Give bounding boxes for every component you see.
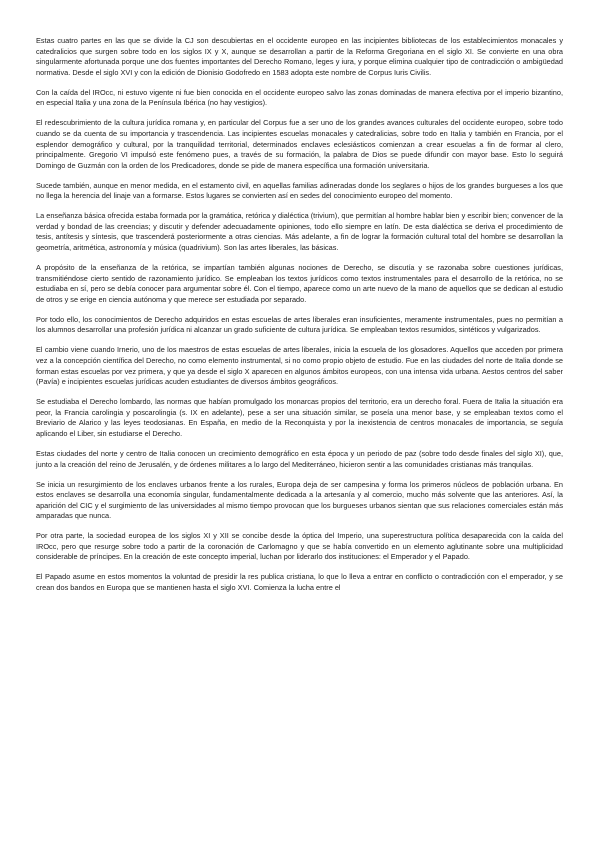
- paragraph-3: El redescubrimiento de la cultura jurídica romana y, en particular del Corpus fue a ser uno de los grandes avances culturales del occidente europeo, sobre todo cuando se da cuenta de su importancia y trascendencia. Las incipientes escuelas monacales y catedralicias, sobre todo en Italia y también en Francia, por el esplendor demográfico y cultural, por la tranquilidad territorial, determinados enclaves eclesiásticos comienzan a crear escuelas a fin de formar al clero, principalmente. Gregorio VI impulsó este fenómeno pues, a través de su formación, la palabra de Dios se puede difundir con mayor base. Esto lo seguirá Domingo de Guzmán con la orden de los Predicadores, donde se pide de manera específica una formación universitaria.: [36, 118, 563, 170]
- paragraph-12: Por otra parte, la sociedad europea de los siglos XI y XII se concibe desde la óptica del Imperio, una superestructura política desaparecida con la caída del IROcc, pero que resurge sobre todo a partir de la coronación de Carlomagno y que se había convertido en un elemento aglutinante sobre una multiplicidad considerable de príncipes. En la creación de este concepto imperial, luchan por liderarlo dos instituciones: el Emperador y el Papado.: [36, 531, 563, 562]
- paragraph-11: Se inicia un resurgimiento de los enclaves urbanos frente a los rurales, Europa deja de ser campesina y forma los primeros núcleos de población urbana. En estos enclaves se desarrolla una economía singular, fundamentalmente dedicada a la artesanía y al comercio, mucho más solvente que las anteriores. Así, la aparición del CIC y el surgimiento de las universidades al mismo tiempo provocan que los burgueses urbanos sientan que sus relaciones comerciales están más amparadas que nunca.: [36, 479, 563, 521]
- paragraph-8: El cambio viene cuando Irnerio, uno de los maestros de estas escuelas de artes liberales, inicia la escuela de los glosadores. Aquellos que acceden por primera vez a la concepción científica del Derecho, no como elemento instrumental, si no como propio objeto de estudio. Fue en las ciudades del norte de Italia donde se forman estas escuelas por vez primera, y que ya desde el siglo X aparecen en algunos ámbitos europeos, con una intensa vida urbana. Aestos centros del saber (Pavía) e incipientes escuelas jurídicas acuden estudiantes de diversos ámbitos geográficos.: [36, 345, 563, 387]
- paragraph-1: Estas cuatro partes en las que se divide la CJ son descubiertas en el occidente europeo en las incipientes bibliotecas de los establecimientos monacales y catedralicios que surgen sobre todo en los siglos IX y X, aunque se desarrollan a partir de la Reforma Gregoriana en el siglo XI. Se convierte en una obra singularmente afortunada porque une dos fuentes importantes del Derecho Romano, leges y iura, y porque elimina cualquier tipo de contradicción o ambigüedad normativa. Desde el siglo XVI y con la edición de Dionisio Godofredo en 1583 adopta este nombre de Corpus Iuris Civilis.: [36, 36, 563, 77]
- paragraph-9: Se estudiaba el Derecho lombardo, las normas que habían promulgado los monarcas propios del territorio, era un derecho foral. Fuera de Italia la situación era peor, la Francia carolingia y poscarolingia (s. IX en adelante), pese a ser una situación similar, se poseía una menor base, y se empleaban textos como el Breviario de Alarico y las leyes teodosianas. En España, en medio de la Reconquista y por la inexistencia de centros monacales de importancia, se seguía aplicando el Liber, sin estudiarse el Derecho.: [36, 397, 563, 438]
- paragraph-13: El Papado asume en estos momentos la voluntad de presidir la res publica cristiana, lo que lo lleva a entrar en conflicto o contradicción con el emperador, y se crean dos bandos en Europa que se mantienen hasta el siglo XVI. Comienza la lucha entre el: [36, 572, 563, 593]
- paragraph-6: A propósito de la enseñanza de la retórica, se impartían también algunas nociones de Derecho, se discutía y se razonaba sobre cuestiones jurídicas, transmitiéndose cierto sentido de razonamiento jurídico. Se empleaban los textos jurídicos como textos instrumentales para el desarrollo de la retórica, no se estudiaba en sí, pero se debía conocer para argumentar sobre él. Con el tiempo, aparece como un arte nuevo de la mano de aquellos que se dedican al estudio de otros y se erige en ciencia autónoma y que merece ser estudiada por separado.: [36, 263, 563, 304]
- paragraph-2: Con la caída del IROcc, ni estuvo vigente ni fue bien conocida en el occidente europeo salvo las zonas dominadas de manera efectiva por el imperio bizantino, en especial Italia y una zona de la Península Ibérica (no hay vestigios).: [36, 87, 563, 108]
- paragraph-4: Sucede también, aunque en menor medida, en el estamento civil, en aquellas familias adineradas donde los seglares o hijos de los grandes burgueses a los que no llega la herencia del linaje van a formarse. Estos lugares se convierten así en sedes del conocimiento europeo del momento.: [36, 180, 563, 201]
- document-page: [36, 36, 563, 594]
- paragraph-5: La enseñanza básica ofrecida estaba formada por la gramática, retórica y dialéctica (trivium), que permitían al hombre hablar bien y escribir bien; convencer de la verdad y bondad de las creencias; y discutir y defender adecuadamente opiniones, todo ello siempre en latín. De esta dialéctica se deriva el procedimiento de tesis, antítesis y síntesis, que trascenderá posteriormente a otras ciencias. Más adelante, a fin de lograr la formación cultural total del hombre se desarrollan la geometría, aritmética, astronomía y música (quadrivium). Son las artes liberales, las básicas.: [36, 211, 563, 253]
- paragraph-10: Estas ciudades del norte y centro de Italia conocen un crecimiento demográfico en esta época y un periodo de paz (sobre todo desde finales del siglo XI), que, junto a la creación del reino de Jerusalén, y de órdenes militares a lo largo del Mediterráneo, hicieron sentir a las comunidades cristianas más tranquilas.: [36, 448, 563, 469]
- paragraph-7: Por todo ello, los conocimientos de Derecho adquiridos en estas escuelas de artes liberales eran insuficientes, meramente instrumentales, pues no permitían a los alumnos desarrollar una profesión jurídica ni alcanzar un grado suficiente de cultura jurídica. Se empleaban textos resumidos, sintéticos y vulgarizados.: [36, 314, 563, 335]
